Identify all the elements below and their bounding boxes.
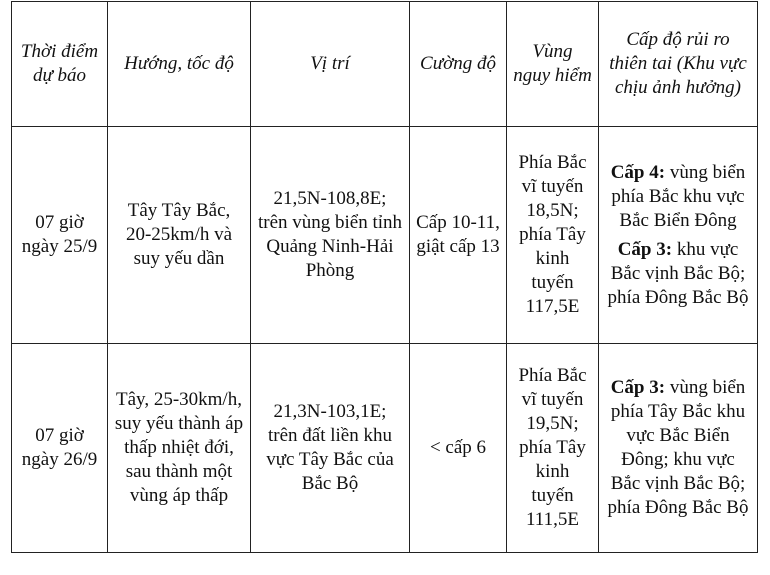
cell-risk-level [599, 344, 758, 553]
storm-forecast-table [11, 1, 758, 553]
header-danger-zone: Vùng nguy hiểm [507, 2, 599, 127]
cell-position: 21,5N-108,8E; trên vùng biển tỉnh Quảng Ninh-Hải Phòng [251, 127, 410, 344]
cell-forecast-time: 07 giờ ngày 25/9 [12, 127, 108, 344]
cell-danger-zone: Phía Bắc vĩ tuyến 19,5N; phía Tây kinh tuyến 111,5E [507, 344, 599, 553]
risk-area: vùng biển phía Tây Bắc khu vực Bắc Biển Đông; khu vực Bắc vịnh Bắc Bộ; phía Đông Bắc Bộ [607, 377, 749, 518]
risk-level-label: Cấp 3: [617, 238, 673, 260]
header-direction-speed: Hướng, tốc độ [108, 2, 251, 127]
cell-forecast-time: 07 giờ ngày 26/9 [12, 344, 108, 553]
risk-area: vùng biển phía Bắc khu vực Bắc Biển Đông [611, 161, 746, 231]
risk-entry [605, 161, 751, 233]
cell-intensity: Cấp 10-11, giật cấp 13 [410, 127, 507, 344]
table-row [12, 344, 758, 553]
risk-level-label: Cấp 4: [610, 161, 666, 183]
header-row [12, 2, 758, 127]
header-position: Vị trí [251, 2, 410, 127]
cell-direction-speed: Tây Tây Bắc, 20-25km/h và suy yếu dần [108, 127, 251, 344]
risk-level-label: Cấp 3: [610, 377, 666, 398]
header-intensity: Cường độ [410, 2, 507, 127]
cell-position: 21,3N-103,1E; trên đất liền khu vực Tây Bắc của Bắc Bộ [251, 344, 410, 553]
header-forecast-time: Thời điểm dự báo [12, 2, 108, 127]
risk-entry [605, 376, 751, 520]
header-risk-level: Cấp độ rủi ro thiên tai (Khu vực chịu ảnh hưởng) [599, 2, 758, 127]
cell-direction-speed: Tây, 25-30km/h, suy yếu thành áp thấp nhiệt đới, sau thành một vùng áp thấp [108, 344, 251, 553]
table-row [12, 127, 758, 344]
risk-entry [605, 238, 751, 310]
cell-risk-level [599, 127, 758, 344]
cell-danger-zone: Phía Bắc vĩ tuyến 18,5N; phía Tây kinh tuyến 117,5E [507, 127, 599, 344]
risk-area: khu vực Bắc vịnh Bắc Bộ; phía Đông Bắc Bộ [607, 238, 749, 308]
cell-intensity: < cấp 6 [410, 344, 507, 553]
